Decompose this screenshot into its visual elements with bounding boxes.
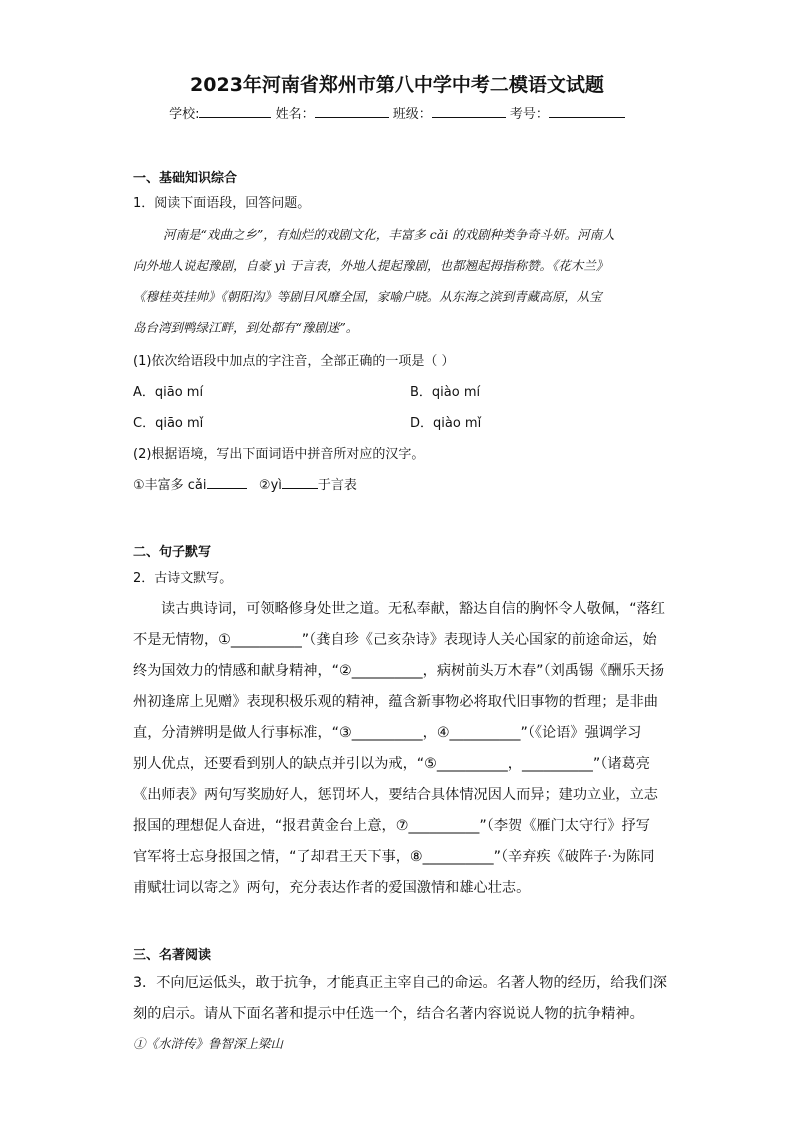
q2-text-line: 甫赋壮词以寄之》两句，充分表达作者的爱国激情和雄心壮志。 [133, 880, 531, 896]
class-label: 班级： [392, 107, 432, 122]
q2-text-line: 终为国效力的情感和献身精神，“②__________，病树前头万木春”（刘禹锡《酬乐天扬 [133, 663, 665, 679]
q2-text-line: 《出师表》两句写奖励好人，惩罚坏人，要结合具体情况因人而异；建功立业，立志 [133, 787, 658, 803]
fill-b-blank[interactable] [282, 476, 318, 489]
section1-heading: 一、基础知识综合 [133, 171, 238, 186]
q2-text-line: 别人优点，还要看到别人的缺点并引以为戒，“⑤__________，__________”（诸葛亮 [133, 756, 650, 772]
q1-sub1: (1)依次给语段中加点的字注音，全部正确的一项是（ ） [133, 354, 455, 369]
section2-heading: 二、句子默写 [133, 545, 212, 560]
q2-text-line: 报国的理想促人奋进，“报君黄金台上意，⑦__________”（李贺《雁门太守行》抒写 [133, 818, 650, 834]
school-blank[interactable] [199, 105, 271, 118]
q1-intro: 1．阅读下面语段，回答问题。 [133, 196, 311, 211]
q2-text-line: 不是无情物，①__________”（龚自珍《己亥杂诗》表现诗人关心国家的前途命运，始 [133, 632, 657, 648]
q1-passage-line: 向外地人说起豫剧，自豪 yì 于言表，外地人提起豫剧，也都翘起拇指称赞。《花木兰》 [133, 258, 609, 273]
q2-text-line: 直，分清辨明是做人行事标准，“③__________，④__________”（《论语》强调学习 [133, 725, 642, 741]
q1-sub2: (2)根据语境，写出下面词语中拼音所对应的汉字。 [133, 447, 425, 462]
q2-intro: 2．古诗文默写。 [133, 571, 233, 586]
q2-text-line: 官军将士忘身报国之情，“了却君王天下事，⑧__________”（辛弃疾《破阵子·为陈同 [133, 849, 655, 865]
section3-heading: 三、名著阅读 [133, 948, 212, 963]
name-label: 姓名： [275, 107, 315, 122]
student-info-line [0, 103, 794, 122]
q2-text-line: 州初逢席上见赠》表现积极乐观的精神，蕴含新事物必将取代旧事物的哲理；是非曲 [133, 694, 658, 710]
q1-fill-line [133, 474, 357, 493]
exam-no-label: 考号： [509, 107, 549, 122]
exam-title: 2023年河南省郑州市第八中学中考二模语文试题 [190, 74, 604, 96]
q1-passage-line: 岛台湾到鸭绿江畔，到处都有“豫剧迷”。 [133, 320, 359, 335]
q1-passage-line: 《穆桂英挂帅》《朝阳沟》等剧目风靡全国，家喻户晓。从东海之滨到青藏高原，从宝 [133, 289, 602, 304]
option-b[interactable]: B．qiào mí [410, 385, 481, 400]
fill-a-blank[interactable] [207, 476, 247, 489]
fill-b-tail: 于言表 [317, 478, 357, 493]
option-d[interactable]: D．qiào mǐ [410, 416, 482, 431]
name-blank[interactable] [315, 105, 389, 118]
fill-a-label: ①丰富多 cǎi [133, 478, 207, 493]
option-c[interactable]: C．qiāo mǐ [133, 416, 204, 431]
school-label: 学校: [169, 107, 200, 122]
fill-b-label: ②yì [258, 478, 282, 493]
q3-text-line: 刻的启示。请从下面名著和提示中任选一个，结合名著内容说说人物的抗争精神。 [133, 1006, 644, 1022]
q3-text-line: 3．不向厄运低头，敢于抗争，才能真正主宰自己的命运。名著人物的经历，给我们深 [133, 975, 667, 991]
option-a[interactable]: A．qiāo mí [133, 385, 204, 400]
class-blank[interactable] [432, 105, 506, 118]
q3-item-1: ①《水浒传》鲁智深上梁山 [133, 1036, 284, 1051]
exam-no-blank[interactable] [549, 105, 625, 118]
q2-text-line: 读古典诗词，可领略修身处世之道。无私奉献，豁达自信的胸怀令人敬佩，“落红 [161, 601, 665, 617]
q1-passage-line: 河南是“戏曲之乡”，有灿烂的戏剧文化，丰富多 cǎi 的戏剧种类争奇斗妍。河南人 [163, 227, 615, 242]
